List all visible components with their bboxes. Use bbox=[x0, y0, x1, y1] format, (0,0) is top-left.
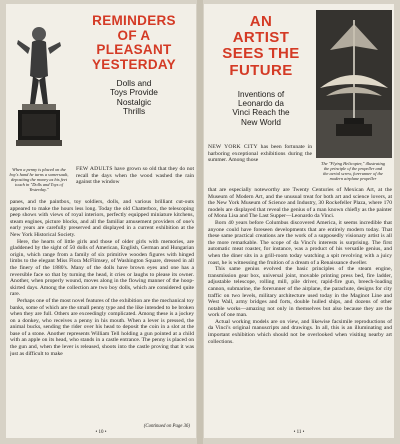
right-paragraph: that are especially noteworthy are Twenty Centuries of Mexican Art, at the Museum of Modern Art, and the unusual treat for both art and science lovers, at the New York Museum of Science and Industry, 30 Rockefeller Plaza, where 170 models are displayed that reveal the genius of a man known chiefly as the painter of Mona Lisa and The Last Supper—Leonardo da Vinci. bbox=[208, 187, 392, 220]
left-deck: Dolls and Toys Provide Nostalgic Thrills bbox=[110, 78, 158, 117]
left-headline: REMINDERS OF A PLEASANT YESTERDAY bbox=[92, 13, 176, 72]
right-deck: Inventions of Leonardo da Vinci Reach the New World bbox=[232, 90, 290, 127]
left-body-text bbox=[10, 199, 194, 421]
left-paragraph: Perhaps one of the most novel features of the exhibition are the mechanical toy banks, some of which are the small penny type and the like intended to be broken when they are full. Others are exceedingly complicated. Among these is a jockey on a donkey, who receives a penny in his mouth. When a lever is pressed, the animal bucks, sending the rider over his head to deposit the coin in a slot at the base of a stone. Another represents William Tell holding a gun pointed at a child with an apple on its head, who stands in a castle entrance. The penny is placed on the gun and, when the lever is released, shoots into the castle proving that it was just as difficult to make bbox=[10, 297, 194, 357]
right-intro-text bbox=[208, 144, 312, 188]
right-paragraph: Actual working models are on view, and likewise facsimile reproductions of da Vinci's original manuscripts and drawings. In all, this is an illuminating and important exhibition which should not be overlooked when visiting nearby art collections. bbox=[208, 318, 392, 345]
somersault-bank-photo bbox=[8, 14, 70, 164]
left-paragraph: Here, the hearts of little girls and those of older girls with memories, are gladdened by the sight of 50 dolls of American, English, German and Hungarian origin, which range from a family of six primitive wooden figures with hinged limbs to the elegant Miss Flora McFlimsey, of Washington Square, dressed in all the finery of the 1880's. Many of the dolls have brown eyes and one has a reversible face so that by turning the head, it cries or laughs to please its owner. Another, when properly wound, moves along in the flowing manner of the hoop-skirted days. Among the collection are two boy dolls, which are considered quite rare. bbox=[10, 238, 194, 298]
right-intro-rest: has been fortunate in harboring exceptional exhibitions during the summer. Among those bbox=[208, 144, 312, 164]
left-paragraph: panes, and the paintbox, toy soldiers, dolls, and various brilliant cut-outs appeared to make the hours less long. Today the old Chatterbox, the telescoping peep shows with views of royal interiors, perfectly equipped miniature kitchens, steam engines, picture blocks, and all the familiar amusement providers of one's early years are carefully preserved and displayed in a current exhibition at the New York Historical Society. bbox=[10, 199, 194, 238]
right-paragraph: This same genius evolved the basic principles of the steam engine, transmission gear box, universal joint, movable printing press bed, fire ladder, adjustable telescope, rolling mill, pile driver, rapid-fire gun, breech-loading cannon, submarine, the forerunner of the airplane, the parachute, designs for city traffic on two levels, military architecture used today in the Maginot Line and West Wall, army bridges and forts, double hulled ships, and dozens of other notable works—amazing not only in themselves but also because they are the work of one man. bbox=[208, 266, 392, 319]
right-intro-lead: NEW YORK CITY bbox=[208, 144, 258, 150]
right-photo-caption: The "Flying Helicopter," illustrating the principle of the propeller and the aerial screw, forerunner of the modern airplane propeller bbox=[321, 161, 385, 182]
left-intro-lead: FEW ADULTS bbox=[76, 166, 113, 172]
left-intro-rest: have grown so old that they do not recall the days when the wood washed the rain against the window bbox=[76, 166, 194, 186]
right-body-text bbox=[208, 187, 392, 423]
left-photo-caption: When a penny is placed on the boy's hand he turns a somersault, depositing the money as his feet touch in "Dolls and Toys of Yesterday." bbox=[9, 167, 69, 193]
right-headline: AN ARTIST SEES THE FUTURE bbox=[222, 13, 300, 79]
gutter bbox=[197, 0, 203, 444]
continued-note: (Continued on Page 36) bbox=[143, 424, 190, 429]
flying-helicopter-photo bbox=[316, 10, 392, 158]
right-folio: • 11 • bbox=[293, 430, 305, 435]
right-paragraph: Born 40 years before Columbus discovered America, it seems incredible that anyone could have foreseen developments that are entirely modern today. That these same practical creations are the work of a supposedly visionary artist is all the more remarkable. The scope of da Vinci's interests is surprising. The first automatic meat roaster, for instance, was a product of his versatile genius, and when the diner sits in a grill-room today watching a spit revolving with a juicy roast, he is witnessing the fruition of a dream of a Renaissance dweller. bbox=[208, 219, 392, 266]
left-page bbox=[6, 4, 196, 438]
left-folio: • 10 • bbox=[95, 430, 107, 435]
right-page bbox=[204, 4, 394, 438]
